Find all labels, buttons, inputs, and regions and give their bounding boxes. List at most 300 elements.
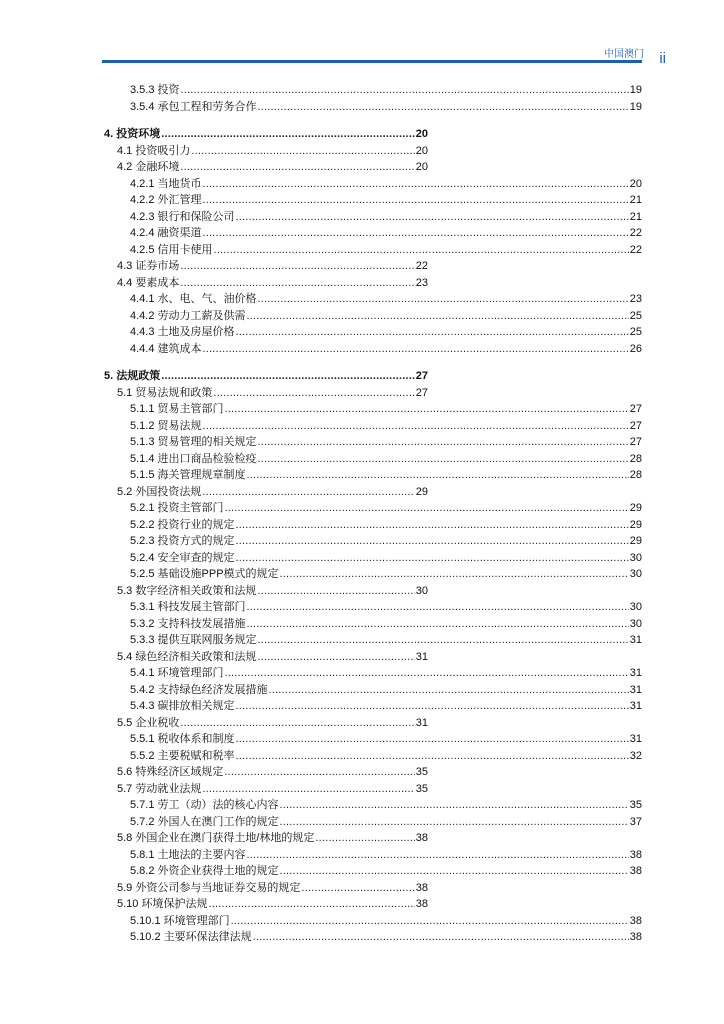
toc-entry-number: 4.4.4 <box>130 342 155 355</box>
toc-dot-leader <box>180 715 414 732</box>
toc-entry[interactable] <box>0 341 724 358</box>
toc-entry[interactable] <box>0 731 724 748</box>
toc-entry-number: 5.2.2 <box>130 518 155 531</box>
toc-dot-leader <box>258 451 629 468</box>
toc-entry-title <box>130 467 247 484</box>
toc-entry-page: 27 <box>629 403 642 415</box>
toc-entry-page: 22 <box>415 260 428 272</box>
toc-entry[interactable] <box>0 929 724 946</box>
toc-entry[interactable] <box>0 599 724 616</box>
toc-entry[interactable] <box>0 126 724 143</box>
toc-entry-page: 22 <box>629 227 642 239</box>
toc-dot-leader <box>181 82 629 99</box>
toc-entry-page: 31 <box>629 667 642 679</box>
toc-entry-number: 4.1 <box>117 144 133 157</box>
toc-entry-title <box>130 324 236 341</box>
toc-entry[interactable] <box>0 533 724 550</box>
toc-entry-page: 25 <box>629 326 642 338</box>
toc-entry-number: 5.8.2 <box>130 865 155 877</box>
toc-entry-label: 贸易主管部门 <box>157 403 224 415</box>
toc-entry-page: 28 <box>629 452 642 465</box>
toc-entry[interactable] <box>0 550 724 567</box>
toc-entry-number: 5.10 <box>117 898 139 910</box>
toc-entry[interactable] <box>0 665 724 682</box>
toc-dot-leader <box>236 324 629 341</box>
toc-entry-number: 4.2.3 <box>130 210 155 223</box>
toc-entry-title <box>130 731 236 748</box>
toc-dot-leader <box>280 814 629 831</box>
toc-entry-page: 27 <box>629 436 642 448</box>
toc-dot-leader <box>301 880 414 897</box>
toc-entry[interactable] <box>0 484 724 501</box>
toc-entry-number: 5.3.1 <box>130 601 155 613</box>
toc-entry-page: 30 <box>629 568 642 580</box>
toc-entry-title <box>130 566 280 583</box>
toc-dot-leader <box>224 764 414 781</box>
toc-entry[interactable] <box>0 896 724 913</box>
toc-dot-leader <box>236 517 629 534</box>
toc-entry[interactable] <box>0 258 724 275</box>
toc-entry[interactable] <box>0 368 724 385</box>
toc-dot-leader <box>236 698 629 715</box>
toc-entry-title <box>130 913 231 930</box>
toc-entry[interactable] <box>0 632 724 649</box>
toc-entry-label: 外资公司参与当地证券交易的规定 <box>135 881 301 894</box>
toc-entry-label: 劳动就业法规 <box>135 782 202 795</box>
toc-dot-leader <box>236 550 629 567</box>
page-header <box>0 0 724 70</box>
toc-entry-label: 环境管理部门 <box>163 914 230 927</box>
toc-entry-title <box>130 533 236 550</box>
toc-entry-page: 19 <box>629 100 642 113</box>
toc-entry-label: 劳工（动）法的核心内容 <box>157 799 279 811</box>
toc-entry-number: 5.2 <box>117 485 133 498</box>
toc-entry[interactable] <box>0 880 724 897</box>
toc-dot-leader <box>231 913 629 930</box>
toc-entry-page: 31 <box>629 683 642 696</box>
toc-entry-number: 4.4.2 <box>130 309 155 322</box>
toc-entry-title <box>104 126 161 143</box>
toc-entry-page: 37 <box>629 815 642 828</box>
toc-dot-leader <box>269 682 629 699</box>
toc-entry-label: 贸易法规和政策 <box>135 386 213 399</box>
toc-entry-number: 4.2.1 <box>130 177 155 190</box>
toc-entry-title <box>117 649 257 666</box>
toc-entry-page: 29 <box>415 485 428 498</box>
toc-entry-page: 30 <box>629 601 642 613</box>
toc-entry-page: 23 <box>415 276 428 289</box>
toc-entry-number: 5.5 <box>117 716 133 729</box>
toc-entry[interactable] <box>0 781 724 798</box>
toc-entry-page: 38 <box>629 848 642 861</box>
toc-entry-label: 绿色经济相关政策和法规 <box>135 650 257 663</box>
toc-entry-title <box>117 715 180 732</box>
toc-entry[interactable] <box>0 275 724 292</box>
toc-entry[interactable] <box>0 99 724 116</box>
toc-entry-number: 4.2.2 <box>130 194 155 206</box>
toc-dot-leader <box>202 484 414 501</box>
toc-entry-label: 承包工程和劳务合作 <box>157 100 257 113</box>
toc-entry-label: 外国企业在澳门获得土地/林地的规定 <box>135 832 315 844</box>
toc-dot-leader <box>247 599 629 616</box>
toc-entry[interactable] <box>0 764 724 781</box>
toc-entry-number: 5.5.1 <box>130 733 155 745</box>
toc-entry-page: 26 <box>629 342 642 355</box>
toc-entry-title <box>130 341 203 358</box>
toc-entry-label: 法规政策 <box>116 370 161 382</box>
toc-entry-title <box>117 781 202 798</box>
toc-entry-label: 主要税赋和税率 <box>157 749 235 762</box>
toc-dot-leader <box>180 258 414 275</box>
toc-entry[interactable] <box>0 500 724 517</box>
toc-dot-leader <box>203 192 629 209</box>
toc-dot-leader <box>203 225 629 242</box>
toc-entry-number: 5.4.2 <box>130 683 155 696</box>
toc-dot-leader <box>214 242 629 259</box>
toc-entry-number: 5.4.1 <box>130 667 155 679</box>
toc-dot-leader <box>180 275 414 292</box>
toc-dot-leader <box>258 632 629 649</box>
toc-entry-title <box>117 143 191 160</box>
toc-entry-page: 38 <box>629 914 642 927</box>
header-title: 中国澳门 <box>604 49 644 60</box>
toc-entry-title <box>130 599 247 616</box>
toc-entry[interactable] <box>0 242 724 259</box>
toc-entry-page: 21 <box>629 194 642 206</box>
toc-entry[interactable] <box>0 291 724 308</box>
toc-dot-leader <box>161 368 415 385</box>
toc-entry-number: 5.6 <box>117 766 133 778</box>
toc-entry-page: 38 <box>415 832 428 844</box>
toc-entry-number: 4.4 <box>117 276 133 289</box>
toc-dot-leader <box>236 533 629 550</box>
toc-entry-label: 土地及房屋价格 <box>157 326 235 338</box>
toc-dot-leader <box>225 401 629 418</box>
toc-dot-leader <box>180 159 414 176</box>
toc-entry-title <box>130 847 247 864</box>
toc-entry-page: 31 <box>629 634 642 646</box>
toc-dot-leader <box>203 341 629 358</box>
toc-entry[interactable] <box>0 682 724 699</box>
header-divider <box>102 60 642 63</box>
toc-entry-title <box>130 665 225 682</box>
toc-entry-number: 5.2.3 <box>130 535 155 547</box>
toc-entry-page: 21 <box>629 210 642 223</box>
toc-entry-number: 5.8 <box>117 832 133 844</box>
toc-entry-title <box>130 99 258 116</box>
toc-entry-page: 35 <box>415 766 428 778</box>
toc-entry-title <box>130 929 253 946</box>
toc-entry-title <box>130 500 225 517</box>
toc-dot-leader <box>236 209 629 226</box>
toc-entry-number: 3.5.4 <box>130 100 155 113</box>
toc-entry-title <box>130 82 181 99</box>
toc-entry-label: 支持科技发展措施 <box>157 617 246 630</box>
toc-entry[interactable] <box>0 176 724 193</box>
toc-entry-label: 银行和保险公司 <box>157 210 235 223</box>
toc-entry-number: 5.4.3 <box>130 700 155 712</box>
toc-entry-title <box>130 517 236 534</box>
toc-dot-leader <box>203 176 629 193</box>
toc-entry-title <box>117 484 202 501</box>
toc-dot-leader <box>208 896 414 913</box>
toc-dot-leader <box>257 583 414 600</box>
toc-entry-title <box>130 748 236 765</box>
toc-dot-leader <box>247 308 629 325</box>
toc-entry-page: 31 <box>629 700 642 712</box>
toc-entry[interactable] <box>0 649 724 666</box>
toc-dot-leader <box>203 418 629 435</box>
toc-entry-title <box>130 616 247 633</box>
toc-entry-title <box>130 550 236 567</box>
toc-entry-number: 5.10.2 <box>130 931 161 943</box>
toc-entry-title <box>104 368 161 385</box>
toc-entry-label: 外汇管理 <box>157 194 202 206</box>
toc-entry-page: 20 <box>415 128 428 140</box>
toc-entry-label: 企业税收 <box>135 716 180 729</box>
toc-entry-number: 5.1.5 <box>130 469 155 481</box>
toc-entry-label: 投资行业的规定 <box>157 518 235 531</box>
toc-dot-leader <box>236 731 629 748</box>
toc-entry-label: 当地货币 <box>157 177 202 190</box>
toc-entry-page: 32 <box>629 749 642 762</box>
table-of-contents <box>0 82 724 946</box>
toc-entry[interactable] <box>0 82 724 99</box>
toc-entry-label: 投资环境 <box>116 128 161 140</box>
toc-entry[interactable] <box>0 698 724 715</box>
toc-entry[interactable] <box>0 159 724 176</box>
toc-entry-page: 38 <box>629 931 642 943</box>
toc-entry-number: 4.2 <box>117 161 133 173</box>
toc-entry-page: 29 <box>629 518 642 531</box>
toc-entry-number: 5.1.3 <box>130 436 155 448</box>
toc-entry-title <box>130 242 214 259</box>
toc-dot-leader <box>280 566 629 583</box>
toc-entry-title <box>130 192 203 209</box>
toc-entry-page: 20 <box>629 177 642 190</box>
toc-entry[interactable] <box>0 566 724 583</box>
toc-entry-title <box>130 209 236 226</box>
toc-dot-leader <box>247 467 629 484</box>
toc-entry-label: 证券市场 <box>135 260 180 272</box>
toc-entry[interactable] <box>0 830 724 847</box>
toc-entry-number: 5.2.5 <box>130 568 155 580</box>
toc-entry-title <box>117 385 213 402</box>
toc-entry-label: 支持绿色经济发展措施 <box>157 683 268 696</box>
toc-entry-label: 环境管理部门 <box>157 667 224 679</box>
toc-entry-page: 27 <box>415 370 428 382</box>
toc-entry-page: 35 <box>629 799 642 811</box>
toc-entry-number: 3.5.3 <box>130 84 155 96</box>
toc-entry-title <box>130 451 258 468</box>
toc-entry-title <box>130 401 225 418</box>
toc-entry-label: 水、电、气、油价格 <box>157 293 257 305</box>
toc-entry[interactable] <box>0 814 724 831</box>
toc-entry-title <box>117 880 301 897</box>
toc-entry-label: 土地法的主要内容 <box>157 848 246 861</box>
toc-entry-label: 基础设施PPP模式的规定 <box>157 568 279 580</box>
toc-entry-title <box>130 418 203 435</box>
toc-entry-title <box>130 698 236 715</box>
toc-entry[interactable] <box>0 583 724 600</box>
toc-entry-title <box>117 764 224 781</box>
toc-dot-leader <box>202 781 414 798</box>
toc-entry-page: 31 <box>629 733 642 745</box>
toc-entry-page: 19 <box>629 84 642 96</box>
toc-entry-label: 特殊经济区域规定 <box>135 766 224 778</box>
toc-dot-leader <box>191 143 414 160</box>
toc-dot-leader <box>236 748 629 765</box>
toc-entry-number: 5.3.2 <box>130 617 155 630</box>
toc-entry-title <box>130 863 280 880</box>
toc-entry-label: 科技发展主管部门 <box>157 601 246 613</box>
toc-entry-number: 5.4 <box>117 650 133 663</box>
toc-entry-number: 5.8.1 <box>130 848 155 861</box>
toc-entry[interactable] <box>0 308 724 325</box>
toc-entry-page: 20 <box>415 161 428 173</box>
toc-entry-label: 海关管理规章制度 <box>157 469 246 481</box>
toc-entry-page: 25 <box>629 309 642 322</box>
toc-dot-leader <box>247 616 629 633</box>
toc-entry-label: 进出口商品检验检疫 <box>157 452 257 465</box>
toc-entry-number: 5.9 <box>117 881 133 894</box>
toc-entry-number: 4.3 <box>117 260 133 272</box>
toc-dot-leader <box>258 434 629 451</box>
toc-entry[interactable] <box>0 913 724 930</box>
toc-entry-label: 外国人在澳门工作的规定 <box>157 815 279 828</box>
toc-entry-page: 38 <box>415 898 428 910</box>
toc-entry-page: 27 <box>629 419 642 432</box>
toc-entry-label: 信用卡使用 <box>157 243 213 256</box>
toc-entry[interactable] <box>0 143 724 160</box>
toc-entry-page: 22 <box>629 243 642 256</box>
toc-dot-leader <box>161 126 415 143</box>
toc-entry-label: 融资渠道 <box>157 227 202 239</box>
toc-entry-page: 38 <box>629 865 642 877</box>
toc-entry-number: 5.7.2 <box>130 815 155 828</box>
toc-entry-page: 35 <box>415 782 428 795</box>
toc-dot-leader <box>257 649 414 666</box>
toc-entry-page: 29 <box>629 502 642 514</box>
toc-entry-number: 5.5.2 <box>130 749 155 762</box>
toc-entry-label: 投资吸引力 <box>135 144 191 157</box>
toc-entry[interactable] <box>0 385 724 402</box>
toc-entry-page: 23 <box>629 293 642 305</box>
toc-entry-number: 5. <box>104 370 114 382</box>
toc-entry-number: 4. <box>104 128 114 140</box>
toc-entry-number: 5.7.1 <box>130 799 155 811</box>
toc-entry-title <box>130 632 258 649</box>
toc-entry[interactable] <box>0 209 724 226</box>
toc-entry[interactable] <box>0 517 724 534</box>
toc-entry-title <box>130 291 258 308</box>
toc-entry-label: 建筑成本 <box>157 342 202 355</box>
toc-entry-number: 5.3 <box>117 584 133 597</box>
toc-entry-number: 4.4.3 <box>130 326 155 338</box>
toc-entry-page: 31 <box>415 650 428 663</box>
toc-entry[interactable] <box>0 797 724 814</box>
toc-entry-title <box>130 797 280 814</box>
toc-entry-number: 4.2.4 <box>130 227 155 239</box>
toc-entry-label: 主要环保法律法规 <box>163 931 252 943</box>
toc-entry[interactable] <box>0 616 724 633</box>
toc-entry-title <box>130 176 203 193</box>
toc-dot-leader <box>280 797 629 814</box>
toc-dot-leader <box>258 291 629 308</box>
toc-entry-label: 数字经济相关政策和法规 <box>135 584 257 597</box>
toc-dot-leader <box>225 665 629 682</box>
toc-entry-number: 5.1.4 <box>130 452 155 465</box>
toc-entry-page: 31 <box>415 716 428 729</box>
toc-entry-number: 5.2.4 <box>130 551 155 564</box>
toc-entry[interactable] <box>0 225 724 242</box>
toc-entry-label: 提供互联网服务规定 <box>157 634 257 646</box>
toc-entry-page: 29 <box>629 535 642 547</box>
toc-entry[interactable] <box>0 324 724 341</box>
toc-entry[interactable] <box>0 863 724 880</box>
toc-entry-title <box>130 308 247 325</box>
toc-entry-number: 5.10.1 <box>130 914 161 927</box>
toc-dot-leader <box>213 385 414 402</box>
toc-entry-number: 5.1 <box>117 386 133 399</box>
toc-entry-label: 碳排放相关规定 <box>157 700 235 712</box>
toc-dot-leader <box>225 500 629 517</box>
toc-dot-leader <box>315 830 414 847</box>
toc-dot-leader <box>258 99 629 116</box>
toc-entry-label: 劳动力工薪及供需 <box>157 309 246 322</box>
toc-entry-title <box>117 830 315 847</box>
toc-dot-leader <box>247 847 629 864</box>
toc-entry-title <box>130 682 269 699</box>
toc-entry-label: 安全审查的规定 <box>157 551 235 564</box>
toc-entry-page: 27 <box>415 386 428 399</box>
toc-entry[interactable] <box>0 847 724 864</box>
toc-entry-number: 5.1.2 <box>130 419 155 432</box>
toc-entry-number: 5.3.3 <box>130 634 155 646</box>
toc-entry-number: 4.4.1 <box>130 293 155 305</box>
toc-entry[interactable] <box>0 467 724 484</box>
toc-entry[interactable] <box>0 715 724 732</box>
toc-dot-leader <box>280 863 629 880</box>
toc-entry-label: 投资主管部门 <box>157 502 224 514</box>
toc-entry-page: 30 <box>415 584 428 597</box>
toc-entry-page: 28 <box>629 469 642 481</box>
toc-entry-page: 38 <box>415 881 428 894</box>
toc-entry-page: 20 <box>415 144 428 157</box>
toc-entry-label: 外资企业获得土地的规定 <box>157 865 279 877</box>
toc-entry-page: 30 <box>629 617 642 630</box>
toc-entry[interactable] <box>0 401 724 418</box>
toc-entry-number: 5.7 <box>117 782 133 795</box>
toc-entry-label: 贸易法规 <box>157 419 202 432</box>
toc-entry-title <box>117 896 208 913</box>
toc-entry-number: 5.2.1 <box>130 502 155 514</box>
toc-entry-label: 税收体系和制度 <box>157 733 235 745</box>
toc-entry[interactable] <box>0 418 724 435</box>
toc-entry-label: 环境保护法规 <box>141 898 208 910</box>
toc-entry-page: 30 <box>629 551 642 564</box>
toc-entry-title <box>130 225 203 242</box>
toc-entry[interactable] <box>0 434 724 451</box>
toc-entry-label: 要素成本 <box>135 276 180 289</box>
toc-entry[interactable] <box>0 748 724 765</box>
toc-entry-number: 5.1.1 <box>130 403 155 415</box>
toc-entry[interactable] <box>0 451 724 468</box>
page-number: ii <box>659 50 666 67</box>
toc-dot-leader <box>253 929 629 946</box>
toc-entry[interactable] <box>0 192 724 209</box>
toc-entry-title <box>117 275 180 292</box>
